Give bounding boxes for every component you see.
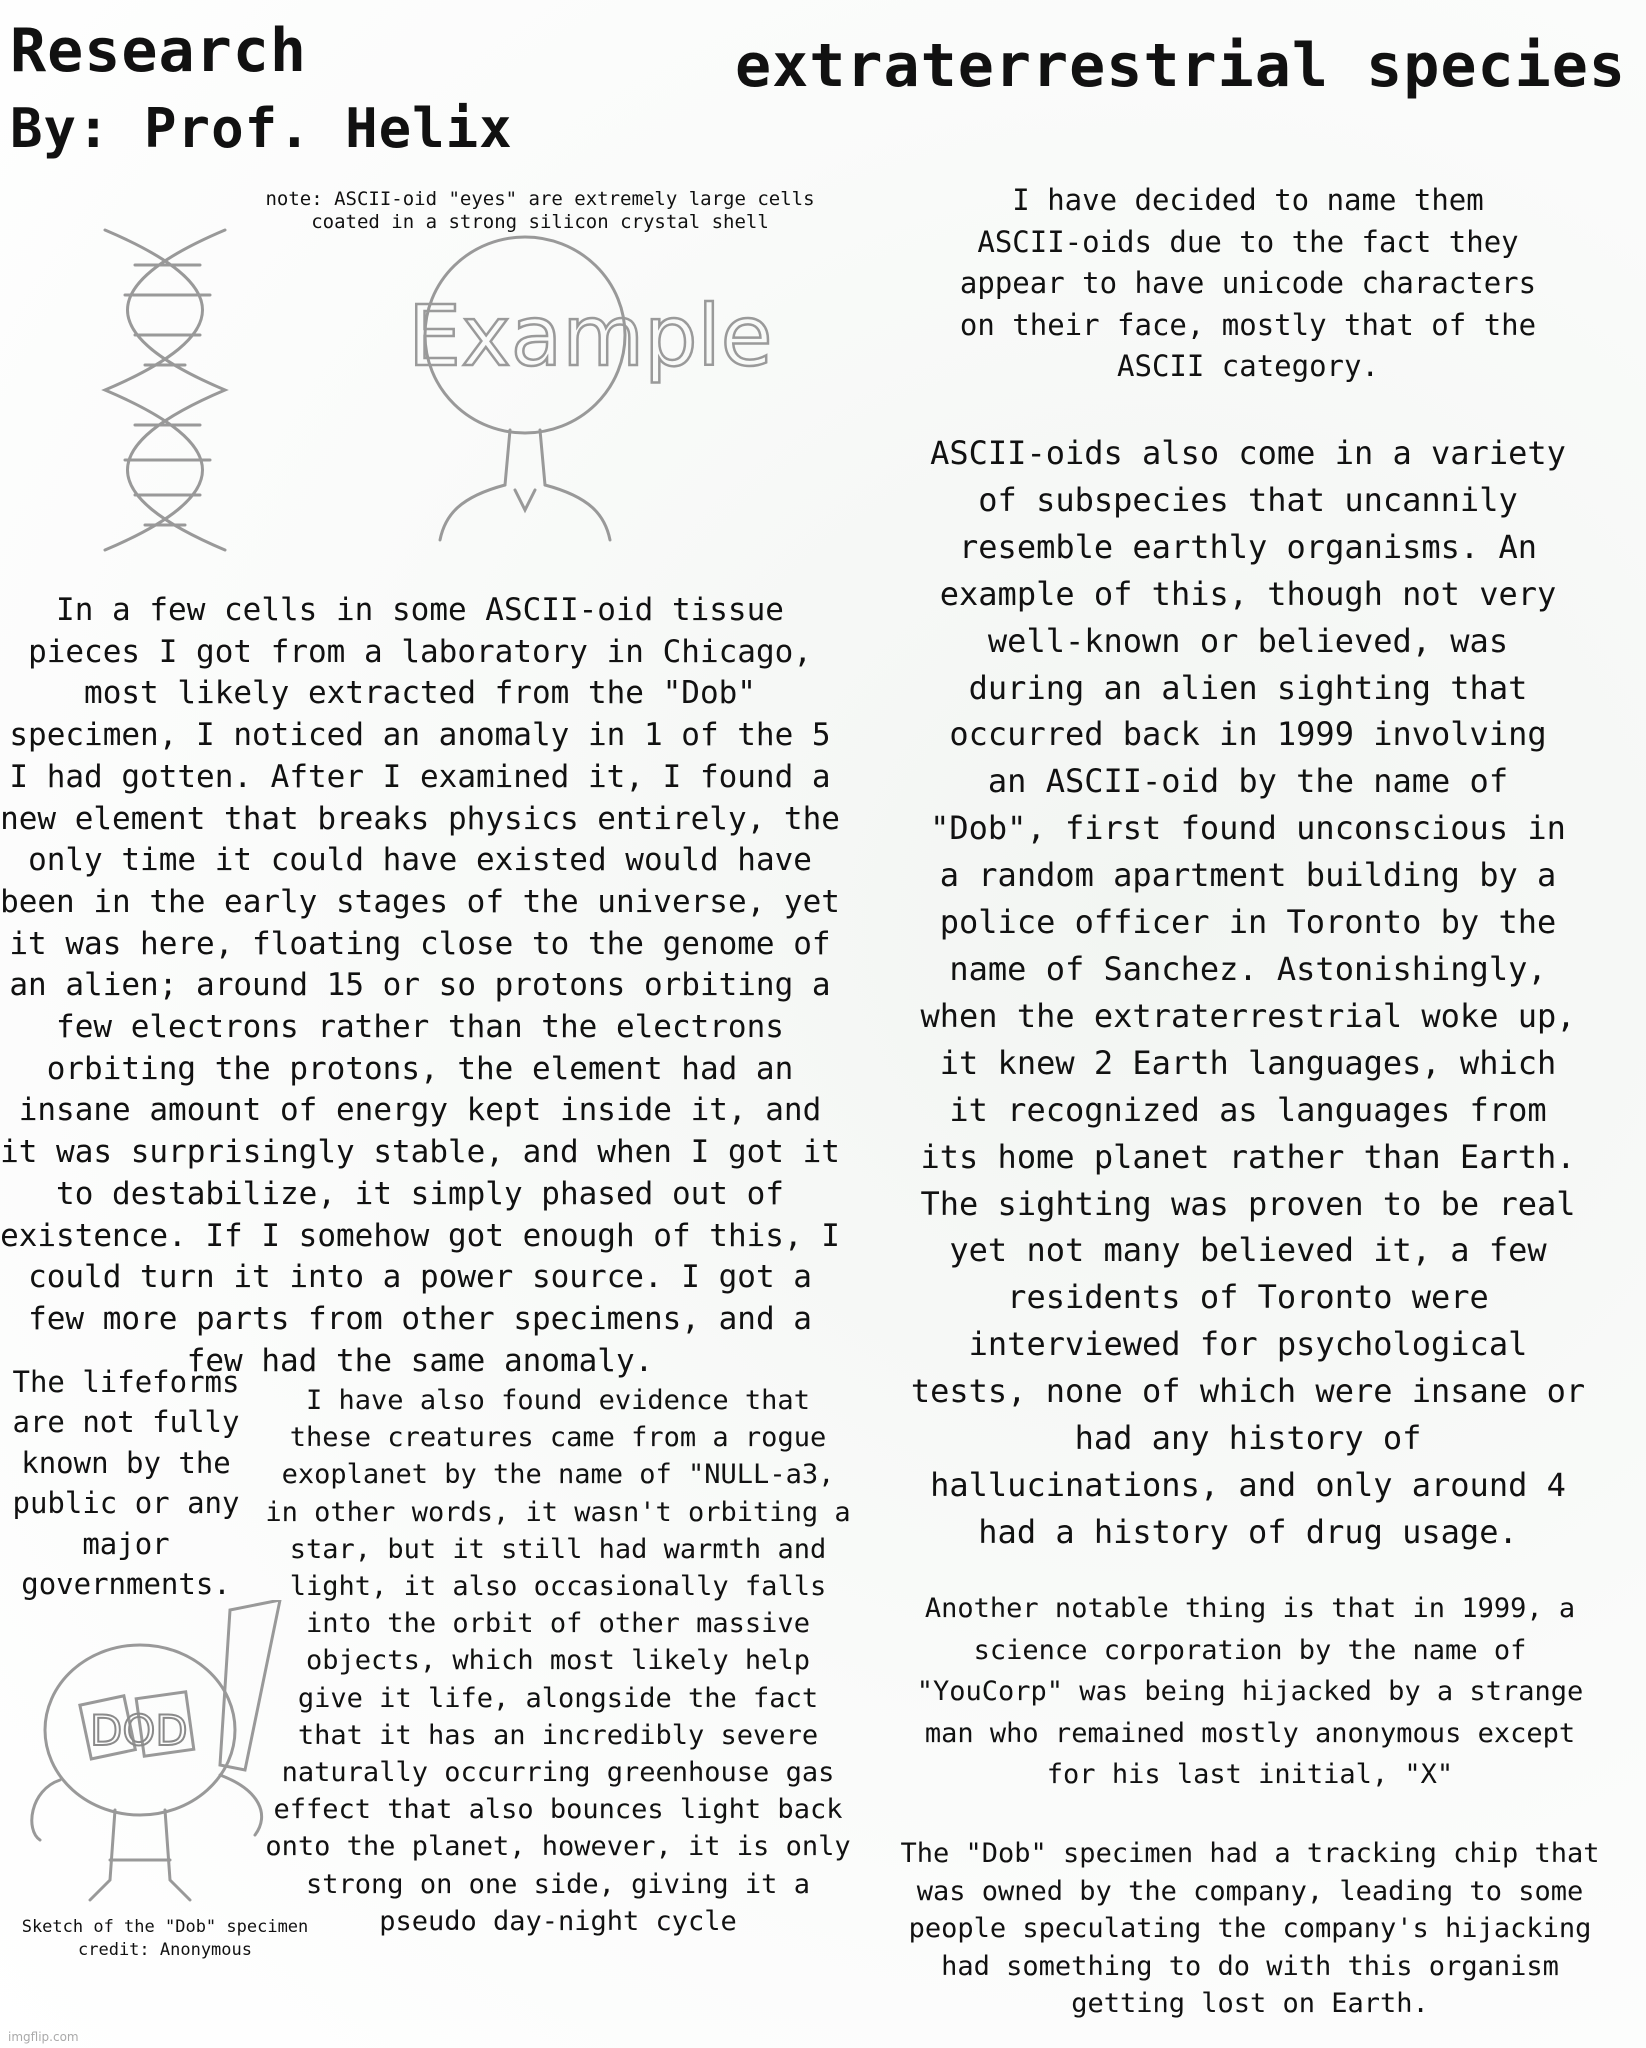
title-research: Research <box>10 16 307 86</box>
paragraph-tracking-chip: The "Dob" specimen had a tracking chip that was owned by the company, leading to some people speculating the company's hijacking had something to do with this organism getting lost on Earth. <box>900 1838 1600 2020</box>
dob-sketch-caption: Sketch of the "Dob" specimen credit: Anonymous <box>21 1917 309 1960</box>
dna-helix-sketch <box>75 225 275 555</box>
paragraph-lifeforms: The lifeforms are not fully known by the public or any major governments. <box>12 1365 240 1602</box>
example-figure-sketch <box>400 235 840 545</box>
title-extraterrestrial-species: extraterrestrial species <box>735 31 1626 101</box>
watermark: imgflip.com <box>8 2030 79 2044</box>
paragraph-subspecies: ASCII-oids also come in a variety of subspecies that uncannily resemble earthly organisms. An example of this, though not very well-known or believed, was during an alien sighting that occurred back in 1999 involving an ASCII-oid by the name of "Dob", first found unconscious in a random apartment building by a police officer in Toronto by the name of Sanchez. Astonishingly, when the extraterrestrial woke up, it knew 2 Earth languages, which it recognized as languages from its home planet rather than Earth. The sighting was proven to be real yet not many believed it, a few residents of Toronto were interviewed for psychological tests, none of which were insane or had any history of hallucinations, and only around 4 had a history of drug usage. <box>910 434 1586 1551</box>
paragraph-exoplanet: I have also found evidence that these creatures came from a rogue exoplanet by the name of "NULL-a3, in other words, it wasn't orbiting a star, but it still had warmth and light, it also occasionally falls into the orbit of other massive objects, which most likely help give it life, alongside the fact that it has an incredibly severe naturally occurring greenhouse gas effect that also bounces light back onto the planet, however, it is only strong on one side, giving it a pseudo day-night cycle <box>265 1385 851 1937</box>
paragraph-cells: In a few cells in some ASCII-oid tissue pieces I got from a laboratory in Chicago, most likely extracted from the "Dob" specimen, I noticed an anomaly in 1 of the 5 I had gotten. After I examined it, I found a new element that breaks physics entirely, the only time it could have existed would have been in the early stages of the universe, yet it was here, floating close to the genome of an alien; around 15 or so protons orbiting a few electrons rather than the electrons orbiting the protons, the element had an insane amount of energy kept inside it, and it was surprisingly stable, and when I got it to destabilize, it simply phased out of existence. If I somehow got enough of this, I could turn it into a power source. I got a few more parts from other specimens, and a few had the same anomaly. <box>0 592 840 1379</box>
note-eyes: note: ASCII-oid "eyes" are extremely large cells coated in a strong silicon crystal shell <box>265 188 815 233</box>
example-label: Example <box>408 287 773 385</box>
paragraph-naming: I have decided to name them ASCII-oids due to the fact they appear to have unicode characters on their face, mostly that of the ASCII category. <box>959 183 1537 384</box>
byline: By: Prof. Helix <box>10 97 513 160</box>
dob-specimen-sketch <box>20 1600 310 1940</box>
dob-face-text: DOD <box>90 1706 188 1755</box>
paragraph-youcorp: Another notable thing is that in 1999, a science corporation by the name of "YouCorp" was being hijacked by a strange man who remained mostly anonymous except for his last initial, "X" <box>916 1593 1584 1791</box>
